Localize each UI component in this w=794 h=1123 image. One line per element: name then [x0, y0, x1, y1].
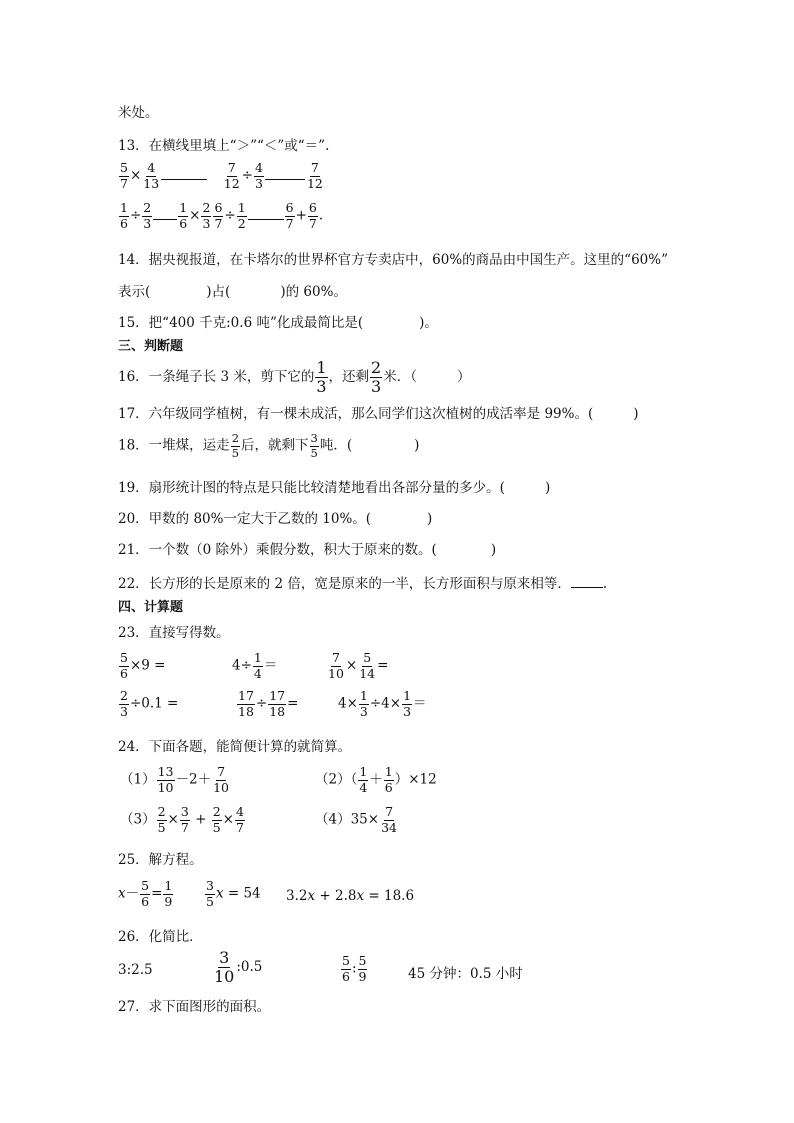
- fraction: $\frac{3}{5}$: [206, 878, 214, 909]
- q25-equation-3: 3.2x + 2.8x = 18.6: [286, 888, 415, 904]
- q13-r1-frac-2: $\frac{4}{13}$: [143, 160, 160, 191]
- fraction: $\frac{13}{10}$: [157, 764, 174, 795]
- fraction: $\frac{3}{10}$: [214, 948, 235, 986]
- fraction: $\frac{17}{18}$: [238, 688, 254, 719]
- fraction: $\frac{1}{9}$: [164, 878, 173, 909]
- fraction: $\frac{5}{14}$: [359, 650, 376, 681]
- fraction: $\frac{1}{6}$: [384, 764, 393, 795]
- question-19: 19．扇形统计图的特点是只能比较清楚地看出各部分量的多少。( ): [118, 480, 551, 496]
- q13-r1-frac-5: $\frac{7}{12}$: [306, 160, 323, 191]
- section-4-heading: 四、计算题: [118, 600, 184, 615]
- q23-expr-1: $\frac{5}{6}$ ×9 =: [120, 650, 166, 681]
- question-18: 18．一堆煤，运走 $\frac{2}{5}$ 后，就剩下 $\frac{3}{5}$ 吨．( ): [118, 431, 420, 460]
- q23-expr-4: $\frac{2}{3}$ ÷0.1 =: [120, 688, 179, 719]
- q26-ratio-3: $\frac{5}{6}$ : $\frac{5}{9}$: [342, 953, 367, 984]
- q23-expr-3: $\frac{7}{10}$ × $\frac{5}{14}$ =: [328, 650, 389, 681]
- question-21: 21．一个数（0 除外）乘假分数，积大于原来的数。( ): [118, 542, 497, 558]
- answer-blank[interactable]: [153, 205, 177, 220]
- q13-r2-frac-6: $\frac{1}{2}$: [237, 200, 246, 231]
- fraction: $\frac{7}{34}$: [381, 804, 397, 835]
- q13-r2-frac-7: $\frac{6}{7}$: [285, 200, 294, 231]
- fraction: $\frac{4}{7}$: [235, 804, 244, 835]
- q24-problem-3: （3） $\frac{2}{5}$ × $\frac{3}{7}$ + $\frac{2}{5}$ × $\frac{4}{7}$: [120, 804, 244, 835]
- answer-blank[interactable]: [265, 165, 305, 180]
- fraction: $\frac{5}{6}$: [141, 878, 150, 909]
- q13-r1-frac-4: $\frac{4}{3}$: [254, 160, 263, 191]
- q24-problem-2: （2）（ $\frac{1}{4}$ ＋ $\frac{1}{6}$ ）×12: [315, 764, 437, 795]
- fraction: $\frac{7}{10}$: [213, 764, 229, 795]
- q25-equation-2: $\frac{3}{5}$ x = 54: [206, 878, 261, 909]
- fraction: $\frac{2}{5}$: [212, 804, 221, 835]
- q13-row-2: $\frac{1}{6}$ ÷ $\frac{2}{3}$ $\frac{1}{6}$ × $\frac{2}{3}$ $\frac{6}{7}$ ÷ $\frac{1}{2}$ $\frac{6}{7}$ + $\frac{6}{7}$ .: [120, 200, 324, 231]
- fraction: $\frac{5}{6}$: [120, 650, 128, 681]
- fraction: $\frac{1}{4}$: [359, 764, 368, 795]
- question-27: 27．求下面图形的面积。: [118, 999, 271, 1015]
- q13-r2-frac-3: $\frac{1}{6}$: [179, 200, 188, 231]
- fraction: $\frac{1}{3}$: [403, 688, 412, 719]
- q16-frac-1: $\frac{1}{3}$: [316, 358, 327, 396]
- fraction: $\frac{7}{10}$: [328, 650, 344, 681]
- q13-r1-frac-3: $\frac{7}{12}$: [223, 160, 240, 191]
- q16-frac-2: $\frac{2}{3}$: [371, 358, 382, 396]
- question-16: 16．一条绳子长 3 米，剪下它的 $\frac{1}{3}$ ，还剩 $\frac{2}{3}$ 米．（ ）: [118, 358, 471, 396]
- fraction: $\frac{2}{5}$: [157, 804, 166, 835]
- answer-blank[interactable]: [571, 573, 603, 588]
- question-14-line-2: 表示( )占( )的 60%。: [118, 284, 347, 300]
- question-25: 25．解方程。: [118, 852, 203, 868]
- continued-text: 米处。: [118, 105, 159, 121]
- question-24: 24．下面各题，能简便计算的就简算。: [118, 739, 352, 755]
- fraction: $\frac{5}{6}$: [342, 953, 350, 984]
- q18-frac-1: $\frac{2}{5}$: [231, 431, 240, 460]
- q23-expr-2: 4÷ $\frac{1}{4}$ ＝: [232, 650, 278, 681]
- fraction: $\frac{1}{3}$: [359, 688, 368, 719]
- fraction: $\frac{3}{7}$: [180, 804, 189, 835]
- question-17: 17．六年级同学植树，有一棵未成活，那么同学们这次植树的成活率是 99%。( ): [118, 406, 639, 422]
- fraction: $\frac{17}{18}$: [269, 688, 286, 719]
- q26-ratio-4: 45 分钟：0.5 小时: [408, 966, 523, 982]
- fraction: $\frac{2}{3}$: [120, 688, 128, 719]
- question-13: 13．在横线里填上“＞”“＜”或“＝”.: [118, 138, 330, 154]
- q25-equation-1: x－ $\frac{5}{6}$ = $\frac{1}{9}$: [118, 878, 173, 909]
- q24-problem-1: （1） $\frac{13}{10}$ －2＋ $\frac{7}{10}$: [120, 764, 229, 795]
- answer-blank[interactable]: [248, 205, 284, 220]
- q13-r2-frac-2: $\frac{2}{3}$: [143, 200, 152, 231]
- fraction: $\frac{5}{9}$: [358, 953, 367, 984]
- q13-r2-frac-4: $\frac{2}{3}$: [202, 200, 211, 231]
- question-26: 26．化简比．: [118, 929, 203, 945]
- fraction: $\frac{1}{4}$: [253, 650, 262, 681]
- q13-r1-frac-1: $\frac{5}{7}$: [120, 160, 128, 191]
- q26-ratio-1: 3:2.5: [118, 962, 153, 978]
- section-3-heading: 三、判断题: [118, 339, 184, 354]
- q23-expr-6: 4× $\frac{1}{3}$ ÷4× $\frac{1}{3}$ ＝: [338, 688, 427, 719]
- q13-row-1: $\frac{5}{7}$ × $\frac{4}{13}$ $\frac{7}{12}$ ÷ $\frac{4}{3}$ $\frac{7}{12}$: [120, 160, 323, 191]
- q24-problem-4: （4）35× $\frac{7}{34}$: [315, 804, 397, 835]
- q13-r2-frac-1: $\frac{1}{6}$: [120, 200, 128, 231]
- q23-expr-5: $\frac{17}{18}$ ÷ $\frac{17}{18}$ =: [238, 688, 299, 719]
- question-23: 23．直接写得数。: [118, 625, 230, 641]
- answer-blank[interactable]: [161, 165, 207, 180]
- question-15: 15．把“400 千克:0.6 吨”化成最简比是( )。: [118, 315, 438, 331]
- q26-ratio-2: $\frac{3}{10}$ :0.5: [214, 948, 263, 986]
- question-20: 20．甲数的 80%一定大于乙数的 10%。( ): [118, 511, 433, 527]
- q13-r2-frac-8: $\frac{6}{7}$: [308, 200, 317, 231]
- question-22: 22．长方形的长是原来的 2 倍，宽是原来的一半，长方形面积与原来相等． ．: [118, 573, 616, 593]
- question-14: 14．据央视报道，在卡塔尔的世界杯官方专卖店中，60%的商品由中国生产。这里的“60%”: [118, 252, 668, 268]
- q18-frac-2: $\frac{3}{5}$: [310, 431, 318, 460]
- q13-r2-frac-5: $\frac{6}{7}$: [214, 200, 223, 231]
